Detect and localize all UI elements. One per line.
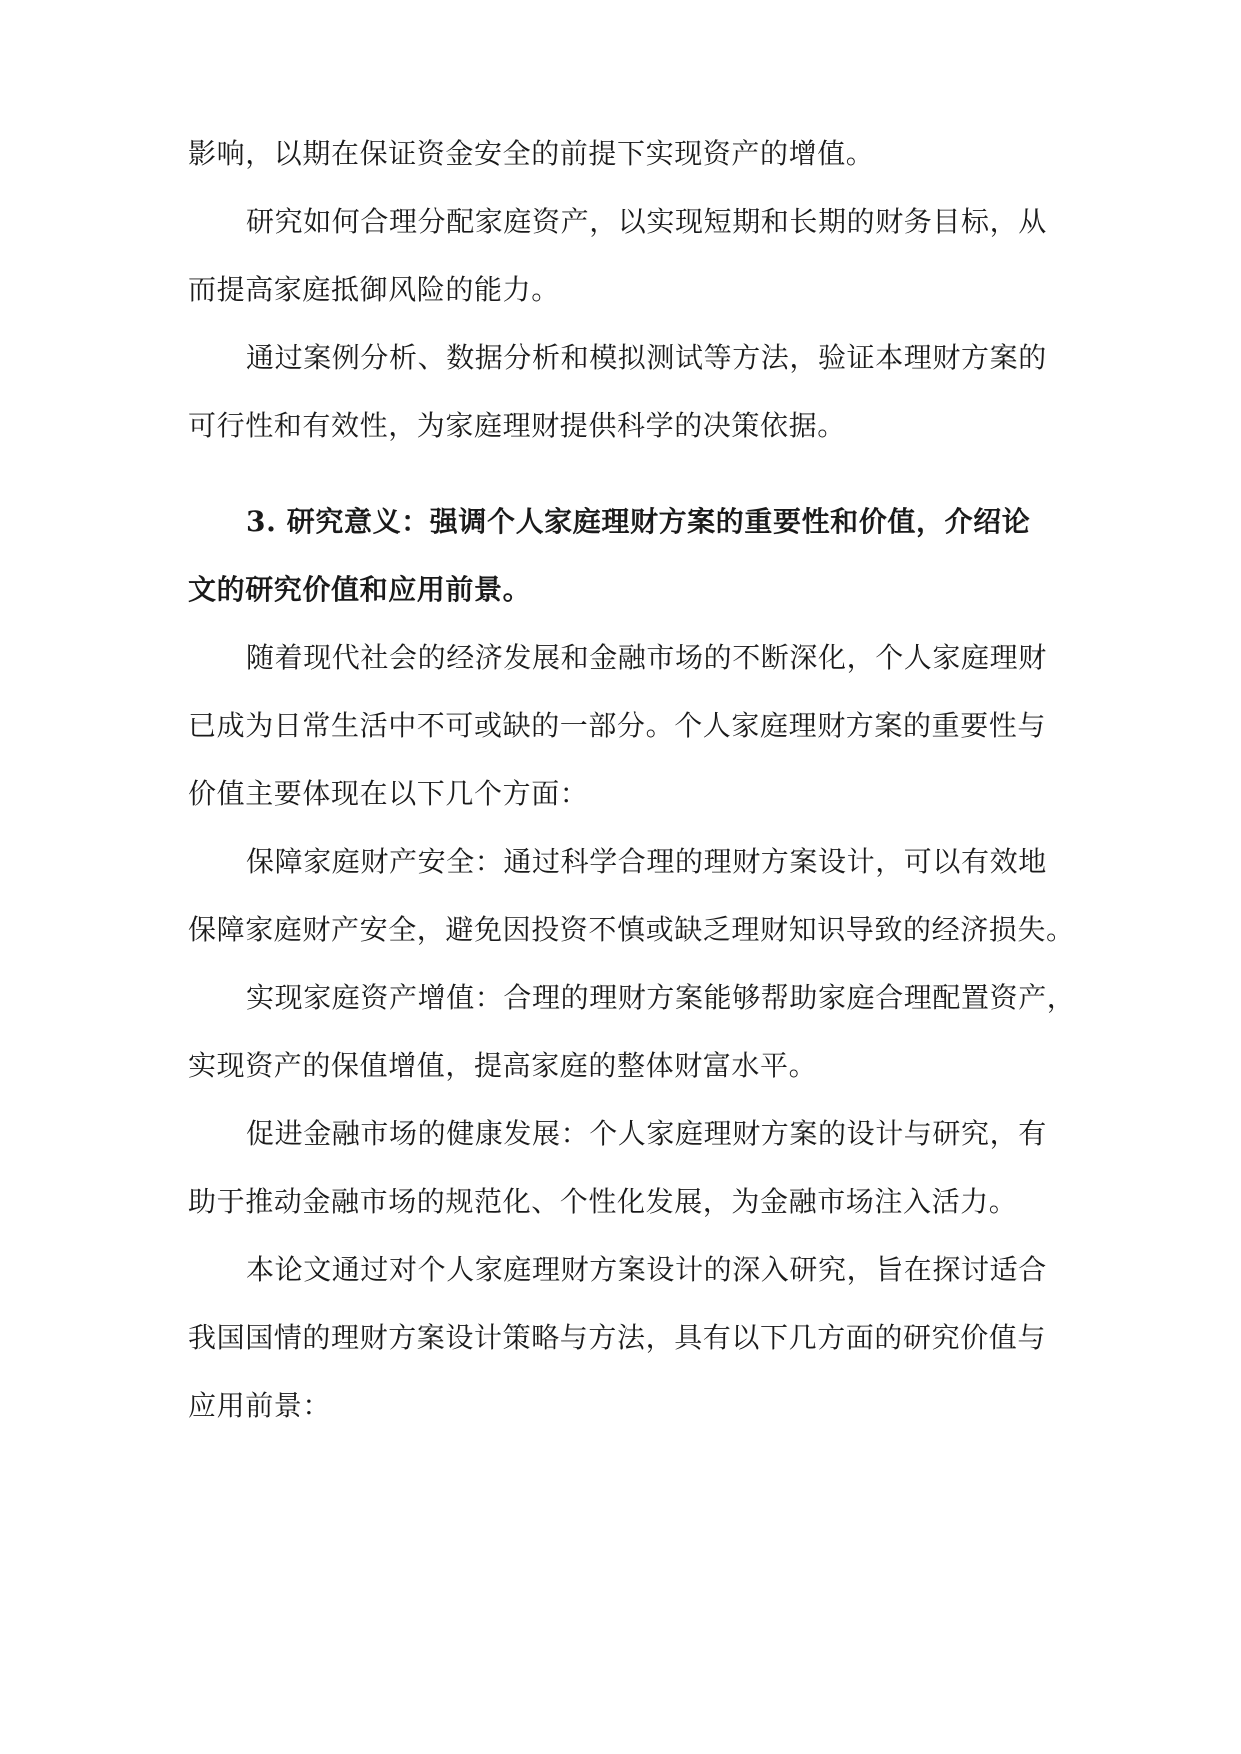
paragraph-line: 助于推动金融市场的规范化、个性化发展，为金融市场注入活力。: [188, 1185, 1018, 1218]
paragraph-line: 本论文通过对个人家庭理财方案设计的深入研究，旨在探讨适合: [246, 1253, 1047, 1286]
section-heading: 文的研究价值和应用前景。: [188, 573, 532, 606]
paragraph-line: 可行性和有效性，为家庭理财提供科学的决策依据。: [188, 409, 846, 442]
paragraph-line: 价值主要体现在以下几个方面：: [188, 777, 589, 810]
paragraph-line: 保障家庭财产安全：通过科学合理的理财方案设计，可以有效地: [246, 845, 1047, 878]
paragraph-line: 影响，以期在保证资金安全的前提下实现资产的增值。: [188, 137, 875, 170]
paragraph-line: 研究如何合理分配家庭资产，以实现短期和长期的财务目标，从: [246, 205, 1047, 238]
paragraph-line: 应用前景：: [188, 1389, 332, 1422]
section-heading: 3. 研究意义：强调个人家庭理财方案的重要性和价值，介绍论: [246, 505, 1031, 538]
paragraph-line: 保障家庭财产安全，避免因投资不慎或缺乏理财知识导致的经济损失。: [188, 913, 1075, 946]
paragraph-line: 通过案例分析、数据分析和模拟测试等方法，验证本理财方案的: [246, 341, 1047, 374]
paragraph-line: 已成为日常生活中不可或缺的一部分。个人家庭理财方案的重要性与: [188, 709, 1047, 742]
paragraph-line: 实现资产的保值增值，提高家庭的整体财富水平。: [188, 1049, 818, 1082]
paragraph-line: 我国国情的理财方案设计策略与方法，具有以下几方面的研究价值与: [188, 1321, 1047, 1354]
paragraph-line: 随着现代社会的经济发展和金融市场的不断深化，个人家庭理财: [246, 641, 1047, 674]
paragraph-line: 而提高家庭抵御风险的能力。: [188, 273, 560, 306]
paragraph-line: 促进金融市场的健康发展：个人家庭理财方案的设计与研究，有: [246, 1117, 1047, 1150]
paragraph-line: 实现家庭资产增值：合理的理财方案能够帮助家庭合理配置资产，: [246, 981, 1076, 1014]
